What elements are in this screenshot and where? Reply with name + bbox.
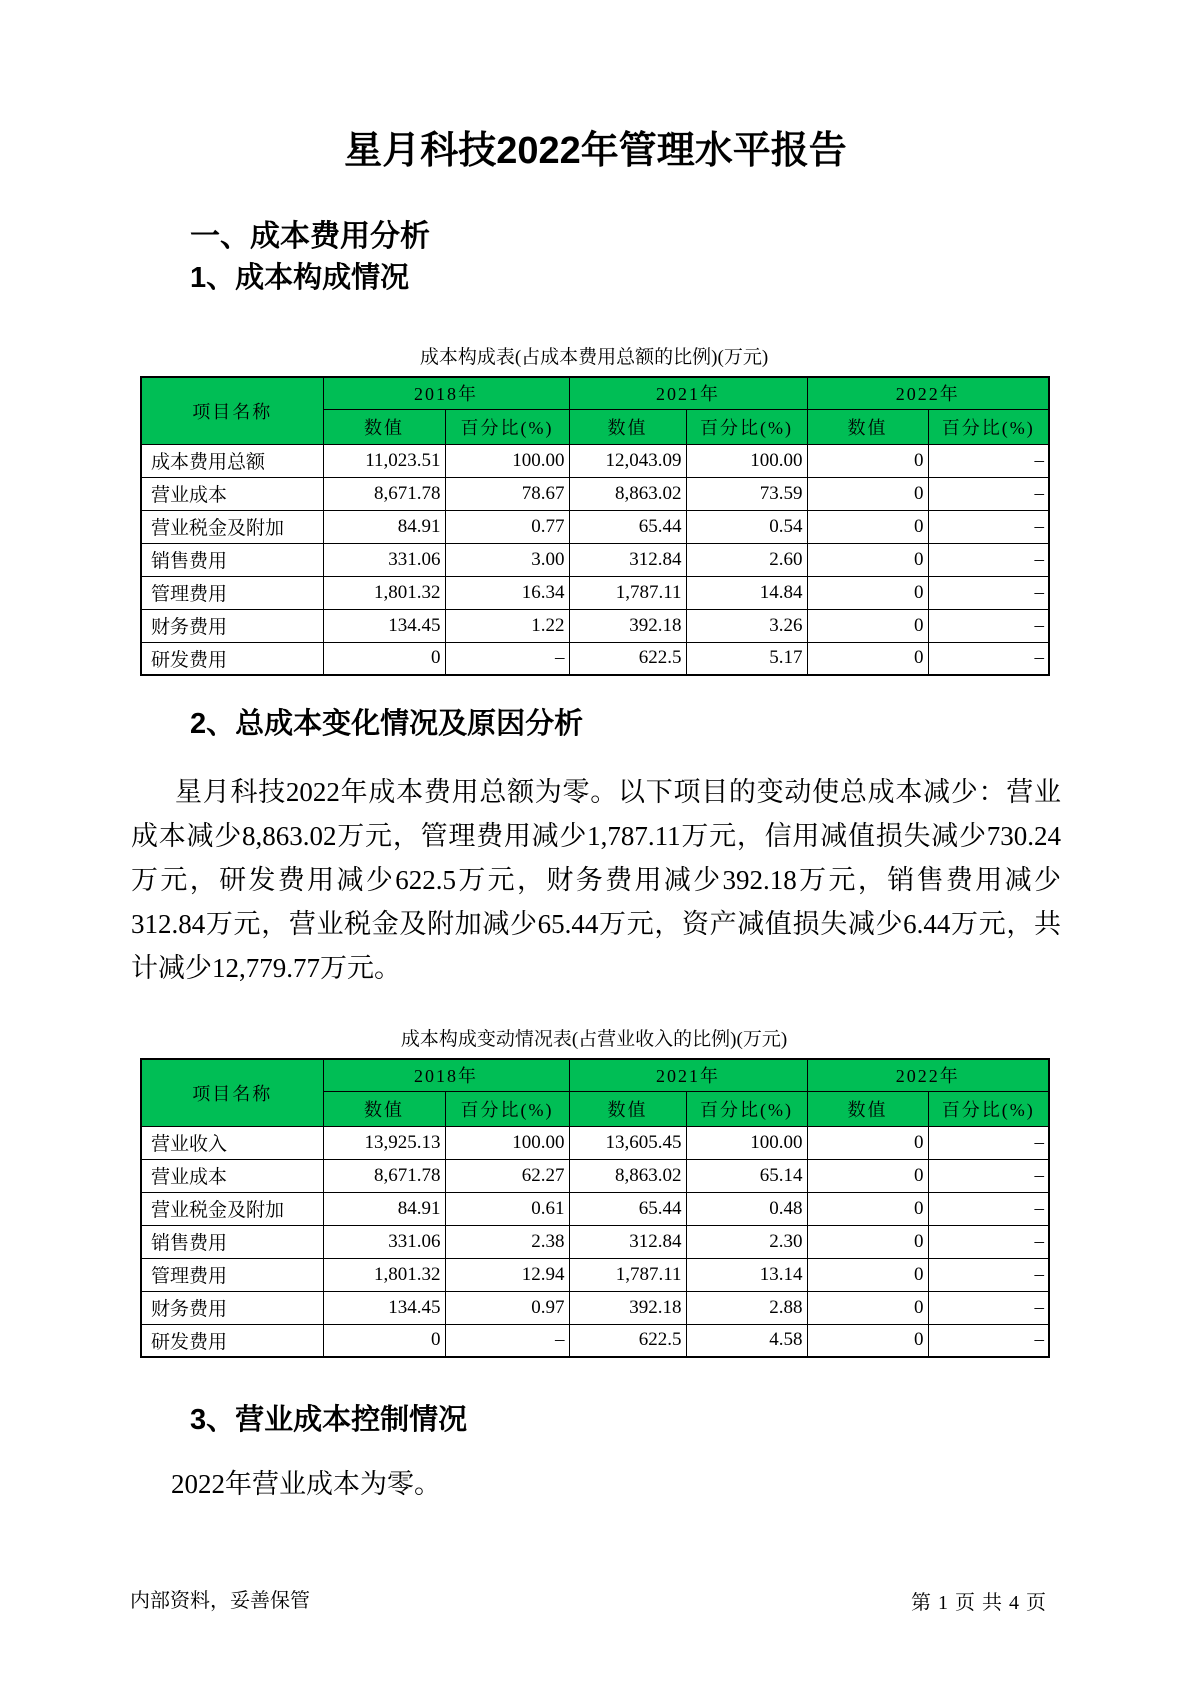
value-cell: – — [928, 1159, 1049, 1192]
value-cell: 134.45 — [323, 609, 445, 642]
year-header: 2022年 — [807, 1059, 1049, 1091]
value-cell: – — [928, 444, 1049, 477]
table-row — [141, 477, 1049, 510]
value-cell: 5.17 — [686, 642, 807, 675]
item-name-cell: 销售费用 — [141, 543, 323, 576]
table-row — [141, 1258, 1049, 1291]
value-cell: 0.61 — [445, 1192, 569, 1225]
value-cell: 100.00 — [686, 444, 807, 477]
value-subheader: 数值 — [323, 409, 445, 444]
table-row — [141, 543, 1049, 576]
percent-subheader: 百分比(%) — [445, 409, 569, 444]
item-name-cell: 营业收入 — [141, 1126, 323, 1159]
value-cell: 1,801.32 — [323, 576, 445, 609]
value-cell: 2.38 — [445, 1225, 569, 1258]
value-cell: 78.67 — [445, 477, 569, 510]
percent-subheader: 百分比(%) — [686, 1091, 807, 1126]
value-cell: – — [928, 609, 1049, 642]
item-name-cell: 销售费用 — [141, 1225, 323, 1258]
value-cell: 622.5 — [569, 642, 686, 675]
value-cell: 8,671.78 — [323, 1159, 445, 1192]
value-subheader: 数值 — [807, 409, 928, 444]
value-cell: 4.58 — [686, 1324, 807, 1357]
value-cell: 2.60 — [686, 543, 807, 576]
value-cell: – — [445, 1324, 569, 1357]
table-row — [141, 1159, 1049, 1192]
value-cell: 0 — [807, 1324, 928, 1357]
table-row — [141, 510, 1049, 543]
value-cell: 8,863.02 — [569, 1159, 686, 1192]
value-cell: 312.84 — [569, 1225, 686, 1258]
value-cell: – — [928, 477, 1049, 510]
value-cell: 0 — [807, 477, 928, 510]
value-cell: 1,801.32 — [323, 1258, 445, 1291]
value-cell: – — [928, 642, 1049, 675]
value-cell: – — [928, 1291, 1049, 1324]
item-name-header: 项目名称 — [141, 377, 323, 444]
table-row — [141, 576, 1049, 609]
value-cell: 3.26 — [686, 609, 807, 642]
value-cell: 0 — [807, 1159, 928, 1192]
value-cell: – — [928, 1225, 1049, 1258]
item-name-cell: 管理费用 — [141, 1258, 323, 1291]
table-header — [141, 377, 1049, 444]
value-cell: 1,787.11 — [569, 1258, 686, 1291]
item-name-cell: 营业税金及附加 — [141, 1192, 323, 1225]
value-cell: 0 — [807, 1291, 928, 1324]
table-header — [141, 1059, 1049, 1126]
value-cell: 11,023.51 — [323, 444, 445, 477]
value-cell: 13,605.45 — [569, 1126, 686, 1159]
percent-subheader: 百分比(%) — [928, 1091, 1049, 1126]
subsection-heading-total-cost-change: 2、总成本变化情况及原因分析 — [190, 708, 584, 740]
percent-subheader: 百分比(%) — [686, 409, 807, 444]
value-cell: – — [928, 1324, 1049, 1357]
footer-page-number: 第 1 页 共 4 页 — [911, 1592, 1047, 1614]
value-cell: 0 — [807, 1192, 928, 1225]
page-title: 星月科技2022年管理水平报告 — [344, 130, 847, 172]
value-cell: 0 — [807, 1258, 928, 1291]
value-cell: – — [928, 1192, 1049, 1225]
value-cell: 100.00 — [686, 1126, 807, 1159]
value-cell: 8,671.78 — [323, 477, 445, 510]
year-header: 2021年 — [569, 1059, 807, 1091]
value-cell: – — [928, 576, 1049, 609]
value-cell: 12.94 — [445, 1258, 569, 1291]
value-cell: 1.22 — [445, 609, 569, 642]
table2-caption: 成本构成变动情况表(占营业收入的比例)(万元) — [400, 1029, 788, 1050]
item-name-cell: 营业成本 — [141, 1159, 323, 1192]
value-cell: 0 — [323, 642, 445, 675]
value-subheader: 数值 — [807, 1091, 928, 1126]
table-row — [141, 1192, 1049, 1225]
cost-change-paragraph: 星月科技2022年成本费用总额为零。以下项目的变动使总成本减少：营业成本减少8,863.02万元，管理费用减少1,787.11万元，信用减值损失减少730.24万元，研发费用减少622.5万元，财务费用减少392.18万元，销售费用减少312.84万元，营业税金及附加减少65.44万元，资产减值损失减少6.44万元，共计减少12,779.77万元。 — [131, 777, 1061, 983]
table-row — [141, 444, 1049, 477]
value-cell: 2.88 — [686, 1291, 807, 1324]
value-cell: 331.06 — [323, 1225, 445, 1258]
item-name-cell: 研发费用 — [141, 642, 323, 675]
table-body — [141, 1126, 1049, 1357]
value-cell: 1,787.11 — [569, 576, 686, 609]
item-name-cell: 研发费用 — [141, 1324, 323, 1357]
item-name-cell: 财务费用 — [141, 609, 323, 642]
value-cell: 13.14 — [686, 1258, 807, 1291]
value-cell: 392.18 — [569, 609, 686, 642]
table-row — [141, 609, 1049, 642]
value-cell: – — [445, 642, 569, 675]
value-cell: 0 — [807, 576, 928, 609]
value-cell: 84.91 — [323, 510, 445, 543]
year-header: 2021年 — [569, 377, 807, 409]
value-cell: 84.91 — [323, 1192, 445, 1225]
value-cell: 622.5 — [569, 1324, 686, 1357]
value-cell: 3.00 — [445, 543, 569, 576]
value-cell: 62.27 — [445, 1159, 569, 1192]
value-cell: 12,043.09 — [569, 444, 686, 477]
value-cell: 100.00 — [445, 1126, 569, 1159]
value-cell: 312.84 — [569, 543, 686, 576]
year-header-row — [141, 377, 1049, 409]
value-cell: 134.45 — [323, 1291, 445, 1324]
value-cell: 0 — [807, 510, 928, 543]
value-cell: 2.30 — [686, 1225, 807, 1258]
value-subheader: 数值 — [569, 409, 686, 444]
percent-subheader: 百分比(%) — [928, 409, 1049, 444]
value-cell: – — [928, 510, 1049, 543]
operating-cost-paragraph: 2022年营业成本为零。 — [171, 1469, 441, 1499]
table-body — [141, 444, 1049, 675]
year-header: 2018年 — [323, 1059, 569, 1091]
value-cell: 65.14 — [686, 1159, 807, 1192]
year-header: 2018年 — [323, 377, 569, 409]
cost-change-table — [140, 1058, 1050, 1358]
footer-confidential-note: 内部资料，妥善保管 — [130, 1590, 310, 1612]
value-cell: 16.34 — [445, 576, 569, 609]
value-cell: 0 — [807, 609, 928, 642]
value-cell: 14.84 — [686, 576, 807, 609]
item-name-cell: 财务费用 — [141, 1291, 323, 1324]
value-cell: 392.18 — [569, 1291, 686, 1324]
percent-subheader: 百分比(%) — [445, 1091, 569, 1126]
year-header: 2022年 — [807, 377, 1049, 409]
value-cell: 8,863.02 — [569, 477, 686, 510]
value-cell: 0.97 — [445, 1291, 569, 1324]
value-cell: – — [928, 543, 1049, 576]
value-cell: 0.48 — [686, 1192, 807, 1225]
item-name-cell: 营业成本 — [141, 477, 323, 510]
table-row — [141, 1225, 1049, 1258]
item-name-cell: 管理费用 — [141, 576, 323, 609]
value-cell: 0.54 — [686, 510, 807, 543]
value-cell: 331.06 — [323, 543, 445, 576]
value-cell: 13,925.13 — [323, 1126, 445, 1159]
cost-composition-table — [140, 376, 1050, 676]
value-cell: 73.59 — [686, 477, 807, 510]
section-heading-cost-analysis: 一、成本费用分析 — [190, 220, 430, 253]
subsection-heading-operating-cost-control: 3、营业成本控制情况 — [190, 1404, 468, 1436]
value-cell: 0 — [807, 444, 928, 477]
value-cell: 0.77 — [445, 510, 569, 543]
year-header-row — [141, 1059, 1049, 1091]
table-row — [141, 1126, 1049, 1159]
value-subheader: 数值 — [323, 1091, 445, 1126]
table-row — [141, 1324, 1049, 1357]
value-cell: 0 — [807, 1126, 928, 1159]
value-cell: 65.44 — [569, 1192, 686, 1225]
table-row — [141, 1291, 1049, 1324]
item-name-cell: 成本费用总额 — [141, 444, 323, 477]
value-cell: 0 — [807, 543, 928, 576]
value-cell: 100.00 — [445, 444, 569, 477]
item-name-header: 项目名称 — [141, 1059, 323, 1126]
value-cell: 65.44 — [569, 510, 686, 543]
value-cell: 0 — [807, 642, 928, 675]
item-name-cell: 营业税金及附加 — [141, 510, 323, 543]
value-cell: 0 — [807, 1225, 928, 1258]
value-cell: – — [928, 1126, 1049, 1159]
value-subheader: 数值 — [569, 1091, 686, 1126]
value-cell: – — [928, 1258, 1049, 1291]
value-cell: 0 — [323, 1324, 445, 1357]
subsection-heading-cost-composition: 1、成本构成情况 — [190, 262, 410, 294]
table1-caption: 成本构成表(占成本费用总额的比例)(万元) — [419, 347, 769, 368]
table-row — [141, 642, 1049, 675]
